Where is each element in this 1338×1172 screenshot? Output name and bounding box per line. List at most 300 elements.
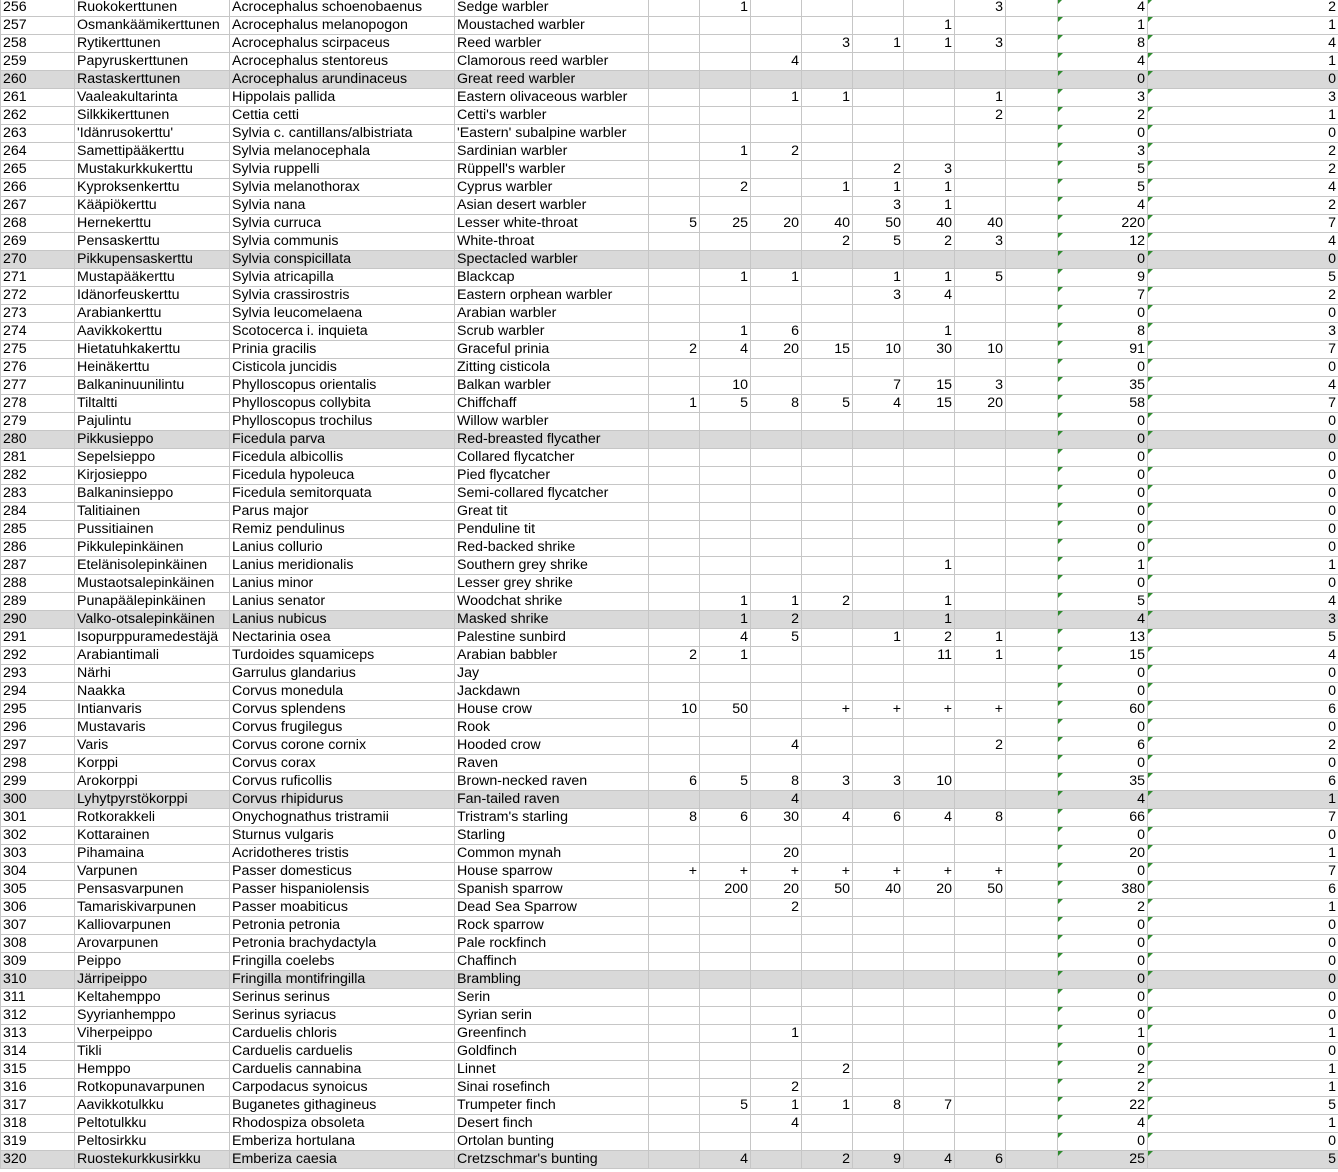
cell-day-count[interactable]: 3 [904,161,955,179]
cell-day-count[interactable]: 3 [955,233,1006,251]
cell-day-count[interactable] [700,89,751,107]
cell-day-count[interactable] [904,251,955,269]
cell-row-number[interactable]: 278 [1,395,75,413]
cell-total[interactable]: 0 [1058,521,1148,539]
cell-finnish-name[interactable]: Samettipääkerttu [75,143,230,161]
cell-day-count[interactable]: 4 [904,809,955,827]
cell-empty[interactable] [1006,521,1058,539]
cell-empty[interactable] [1006,683,1058,701]
cell-english-name[interactable]: 'Eastern' subalpine warbler [455,125,649,143]
cell-day-count[interactable] [649,53,700,71]
cell-day-count[interactable] [649,899,700,917]
cell-day-count[interactable] [955,467,1006,485]
cell-day-count[interactable] [904,899,955,917]
cell-total[interactable]: 0 [1058,989,1148,1007]
cell-days-observed[interactable]: 0 [1148,665,1338,683]
cell-day-count[interactable] [700,683,751,701]
cell-empty[interactable] [1006,161,1058,179]
cell-empty[interactable] [1006,899,1058,917]
cell-day-count[interactable] [853,1025,904,1043]
cell-day-count[interactable] [802,989,853,1007]
cell-day-count[interactable] [853,791,904,809]
cell-scientific-name[interactable]: Lanius minor [230,575,455,593]
cell-english-name[interactable]: Jay [455,665,649,683]
cell-english-name[interactable]: Serin [455,989,649,1007]
cell-scientific-name[interactable]: Onychognathus tristramii [230,809,455,827]
cell-row-number[interactable]: 266 [1,179,75,197]
cell-total[interactable]: 0 [1058,359,1148,377]
cell-day-count[interactable]: + [853,701,904,719]
cell-english-name[interactable]: Tristram's starling [455,809,649,827]
cell-total[interactable]: 91 [1058,341,1148,359]
cell-days-observed[interactable]: 0 [1148,431,1338,449]
cell-english-name[interactable]: Red-backed shrike [455,539,649,557]
cell-day-count[interactable]: + [853,863,904,881]
cell-day-count[interactable]: 1 [649,395,700,413]
cell-day-count[interactable]: 2 [802,233,853,251]
cell-days-observed[interactable]: 0 [1148,935,1338,953]
cell-day-count[interactable]: 1 [853,269,904,287]
cell-day-count[interactable] [904,665,955,683]
cell-total[interactable]: 4 [1058,53,1148,71]
cell-english-name[interactable]: Clamorous reed warbler [455,53,649,71]
cell-day-count[interactable]: 2 [751,143,802,161]
cell-scientific-name[interactable]: Phylloscopus collybita [230,395,455,413]
cell-scientific-name[interactable]: Lanius collurio [230,539,455,557]
cell-scientific-name[interactable]: Rhodospiza obsoleta [230,1115,455,1133]
cell-day-count[interactable] [649,269,700,287]
cell-days-observed[interactable]: 0 [1148,539,1338,557]
cell-day-count[interactable] [802,467,853,485]
cell-day-count[interactable] [700,665,751,683]
cell-english-name[interactable]: Brown-necked raven [455,773,649,791]
cell-empty[interactable] [1006,215,1058,233]
cell-day-count[interactable] [904,485,955,503]
cell-day-count[interactable] [649,1025,700,1043]
cell-total[interactable]: 5 [1058,161,1148,179]
cell-day-count[interactable]: 1 [904,197,955,215]
cell-row-number[interactable]: 313 [1,1025,75,1043]
cell-finnish-name[interactable]: Varis [75,737,230,755]
cell-day-count[interactable] [904,0,955,17]
cell-empty[interactable] [1006,107,1058,125]
cell-finnish-name[interactable]: Pikkulepinkäinen [75,539,230,557]
cell-english-name[interactable]: Arabian warbler [455,305,649,323]
cell-day-count[interactable] [700,449,751,467]
cell-finnish-name[interactable]: Ruokokerttunen [75,0,230,17]
cell-day-count[interactable] [853,827,904,845]
cell-day-count[interactable] [649,917,700,935]
cell-day-count[interactable] [700,17,751,35]
cell-day-count[interactable] [955,1133,1006,1151]
cell-days-observed[interactable]: 0 [1148,971,1338,989]
cell-empty[interactable] [1006,467,1058,485]
cell-empty[interactable] [1006,251,1058,269]
cell-day-count[interactable]: 3 [955,377,1006,395]
cell-days-observed[interactable]: 0 [1148,485,1338,503]
cell-day-count[interactable] [700,575,751,593]
cell-day-count[interactable] [751,827,802,845]
cell-days-observed[interactable]: 1 [1148,107,1338,125]
cell-finnish-name[interactable]: Pensasvarpunen [75,881,230,899]
cell-day-count[interactable]: 5 [751,629,802,647]
cell-day-count[interactable]: + [904,863,955,881]
cell-day-count[interactable] [853,449,904,467]
cell-row-number[interactable]: 320 [1,1151,75,1169]
cell-day-count[interactable] [700,161,751,179]
cell-day-count[interactable] [853,737,904,755]
cell-day-count[interactable] [649,971,700,989]
cell-day-count[interactable] [700,791,751,809]
cell-day-count[interactable]: 40 [904,215,955,233]
cell-days-observed[interactable]: 6 [1148,773,1338,791]
cell-day-count[interactable]: 10 [853,341,904,359]
cell-total[interactable]: 0 [1058,485,1148,503]
cell-day-count[interactable] [853,431,904,449]
cell-finnish-name[interactable]: Idänorfeuskerttu [75,287,230,305]
cell-day-count[interactable] [649,845,700,863]
cell-english-name[interactable]: House sparrow [455,863,649,881]
cell-day-count[interactable] [853,917,904,935]
cell-day-count[interactable] [853,1115,904,1133]
cell-day-count[interactable] [751,17,802,35]
cell-row-number[interactable]: 265 [1,161,75,179]
cell-finnish-name[interactable]: Arabiankerttu [75,305,230,323]
cell-english-name[interactable]: Sardinian warbler [455,143,649,161]
cell-day-count[interactable] [649,503,700,521]
cell-days-observed[interactable]: 2 [1148,143,1338,161]
cell-finnish-name[interactable]: Tamariskivarpunen [75,899,230,917]
cell-english-name[interactable]: Raven [455,755,649,773]
cell-empty[interactable] [1006,845,1058,863]
cell-day-count[interactable] [853,971,904,989]
cell-row-number[interactable]: 311 [1,989,75,1007]
cell-day-count[interactable] [649,989,700,1007]
cell-day-count[interactable] [802,53,853,71]
cell-scientific-name[interactable]: Lanius meridionalis [230,557,455,575]
cell-empty[interactable] [1006,593,1058,611]
cell-row-number[interactable]: 260 [1,71,75,89]
cell-day-count[interactable] [802,287,853,305]
cell-empty[interactable] [1006,395,1058,413]
cell-scientific-name[interactable]: Sylvia conspicillata [230,251,455,269]
cell-empty[interactable] [1006,791,1058,809]
cell-english-name[interactable]: Masked shrike [455,611,649,629]
cell-total[interactable]: 0 [1058,683,1148,701]
cell-day-count[interactable] [700,989,751,1007]
cell-scientific-name[interactable]: Acridotheres tristis [230,845,455,863]
cell-day-count[interactable] [955,971,1006,989]
cell-day-count[interactable] [853,71,904,89]
cell-scientific-name[interactable]: Acrocephalus melanopogon [230,17,455,35]
cell-day-count[interactable] [700,1007,751,1025]
cell-total[interactable]: 13 [1058,629,1148,647]
cell-day-count[interactable]: 2 [802,1061,853,1079]
cell-days-observed[interactable]: 4 [1148,179,1338,197]
cell-scientific-name[interactable]: Sylvia communis [230,233,455,251]
cell-days-observed[interactable]: 0 [1148,359,1338,377]
cell-day-count[interactable]: 2 [751,899,802,917]
cell-day-count[interactable] [904,1133,955,1151]
cell-english-name[interactable]: Rook [455,719,649,737]
cell-day-count[interactable] [802,251,853,269]
cell-day-count[interactable]: + [955,701,1006,719]
cell-scientific-name[interactable]: Corvus corone cornix [230,737,455,755]
cell-empty[interactable] [1006,1079,1058,1097]
cell-day-count[interactable] [853,1133,904,1151]
cell-day-count[interactable] [802,611,853,629]
cell-day-count[interactable]: + [700,863,751,881]
cell-empty[interactable] [1006,647,1058,665]
cell-finnish-name[interactable]: Vaaleakultarinta [75,89,230,107]
cell-days-observed[interactable]: 7 [1148,341,1338,359]
cell-day-count[interactable] [955,71,1006,89]
cell-english-name[interactable]: Moustached warbler [455,17,649,35]
cell-day-count[interactable] [700,251,751,269]
cell-day-count[interactable] [751,953,802,971]
cell-day-count[interactable] [649,449,700,467]
cell-finnish-name[interactable]: Järripeippo [75,971,230,989]
cell-days-observed[interactable]: 0 [1148,953,1338,971]
cell-row-number[interactable]: 296 [1,719,75,737]
cell-row-number[interactable]: 257 [1,17,75,35]
cell-total[interactable]: 1 [1058,557,1148,575]
cell-scientific-name[interactable]: Passer moabiticus [230,899,455,917]
cell-row-number[interactable]: 306 [1,899,75,917]
cell-scientific-name[interactable]: Corvus monedula [230,683,455,701]
cell-english-name[interactable]: Scrub warbler [455,323,649,341]
cell-days-observed[interactable]: 5 [1148,269,1338,287]
cell-english-name[interactable]: Willow warbler [455,413,649,431]
cell-scientific-name[interactable]: Ficedula semitorquata [230,485,455,503]
cell-empty[interactable] [1006,809,1058,827]
cell-day-count[interactable] [853,413,904,431]
cell-day-count[interactable] [853,251,904,269]
cell-english-name[interactable]: Jackdawn [455,683,649,701]
cell-day-count[interactable] [700,557,751,575]
cell-day-count[interactable]: 50 [853,215,904,233]
cell-days-observed[interactable]: 1 [1148,1061,1338,1079]
cell-day-count[interactable] [802,539,853,557]
cell-row-number[interactable]: 315 [1,1061,75,1079]
cell-day-count[interactable]: 2 [649,647,700,665]
cell-finnish-name[interactable]: Heinäkerttu [75,359,230,377]
cell-day-count[interactable]: 7 [904,1097,955,1115]
cell-empty[interactable] [1006,863,1058,881]
cell-day-count[interactable] [802,665,853,683]
cell-english-name[interactable]: Collared flycatcher [455,449,649,467]
cell-day-count[interactable] [802,323,853,341]
cell-total[interactable]: 0 [1058,125,1148,143]
cell-empty[interactable] [1006,827,1058,845]
cell-day-count[interactable] [649,71,700,89]
cell-day-count[interactable]: 3 [853,197,904,215]
cell-finnish-name[interactable]: Hietatuhkakerttu [75,341,230,359]
cell-finnish-name[interactable]: Varpunen [75,863,230,881]
cell-day-count[interactable] [751,971,802,989]
cell-finnish-name[interactable]: Mustakurkkukerttu [75,161,230,179]
cell-row-number[interactable]: 304 [1,863,75,881]
cell-english-name[interactable]: Spectacled warbler [455,251,649,269]
cell-day-count[interactable] [802,521,853,539]
cell-day-count[interactable] [955,1061,1006,1079]
cell-scientific-name[interactable]: Corvus ruficollis [230,773,455,791]
cell-finnish-name[interactable]: Balkaninsieppo [75,485,230,503]
cell-day-count[interactable] [751,179,802,197]
cell-day-count[interactable] [751,485,802,503]
cell-day-count[interactable] [955,665,1006,683]
cell-empty[interactable] [1006,971,1058,989]
cell-days-observed[interactable]: 2 [1148,161,1338,179]
cell-day-count[interactable] [853,521,904,539]
cell-day-count[interactable] [700,521,751,539]
cell-finnish-name[interactable]: Pikkusieppo [75,431,230,449]
cell-day-count[interactable]: 15 [904,377,955,395]
cell-day-count[interactable] [802,1115,853,1133]
cell-total[interactable]: 4 [1058,791,1148,809]
cell-day-count[interactable] [649,719,700,737]
cell-scientific-name[interactable]: Emberiza hortulana [230,1133,455,1151]
cell-day-count[interactable]: 1 [904,179,955,197]
cell-empty[interactable] [1006,359,1058,377]
cell-days-observed[interactable]: 4 [1148,647,1338,665]
cell-scientific-name[interactable]: Acrocephalus stentoreus [230,53,455,71]
cell-day-count[interactable] [955,827,1006,845]
cell-days-observed[interactable]: 3 [1148,611,1338,629]
cell-english-name[interactable]: Lesser grey shrike [455,575,649,593]
cell-day-count[interactable] [853,0,904,17]
cell-day-count[interactable] [751,1061,802,1079]
cell-days-observed[interactable]: 0 [1148,503,1338,521]
cell-day-count[interactable]: 3 [802,35,853,53]
cell-finnish-name[interactable]: Silkkikerttunen [75,107,230,125]
cell-days-observed[interactable]: 1 [1148,17,1338,35]
cell-day-count[interactable] [904,305,955,323]
cell-day-count[interactable]: 4 [700,341,751,359]
cell-day-count[interactable]: 2 [904,629,955,647]
cell-total[interactable]: 0 [1058,467,1148,485]
cell-days-observed[interactable]: 6 [1148,701,1338,719]
cell-day-count[interactable] [700,53,751,71]
cell-day-count[interactable] [751,503,802,521]
cell-day-count[interactable] [802,737,853,755]
cell-day-count[interactable]: 1 [802,1097,853,1115]
cell-total[interactable]: 4 [1058,1115,1148,1133]
cell-day-count[interactable] [802,971,853,989]
cell-days-observed[interactable]: 0 [1148,683,1338,701]
cell-day-count[interactable] [955,899,1006,917]
cell-day-count[interactable] [700,359,751,377]
cell-empty[interactable] [1006,629,1058,647]
cell-day-count[interactable]: 1 [853,179,904,197]
cell-empty[interactable] [1006,17,1058,35]
cell-total[interactable]: 0 [1058,449,1148,467]
cell-english-name[interactable]: Reed warbler [455,35,649,53]
cell-day-count[interactable] [649,287,700,305]
cell-day-count[interactable]: 2 [751,611,802,629]
cell-english-name[interactable]: Asian desert warbler [455,197,649,215]
cell-english-name[interactable]: Greenfinch [455,1025,649,1043]
cell-day-count[interactable] [853,107,904,125]
cell-scientific-name[interactable]: Acrocephalus arundinaceus [230,71,455,89]
cell-day-count[interactable] [649,467,700,485]
cell-day-count[interactable]: 6 [700,809,751,827]
cell-day-count[interactable] [751,1043,802,1061]
cell-day-count[interactable] [955,539,1006,557]
cell-day-count[interactable]: + [904,701,955,719]
cell-finnish-name[interactable]: Mustapääkerttu [75,269,230,287]
cell-english-name[interactable]: Desert finch [455,1115,649,1133]
cell-english-name[interactable]: Southern grey shrike [455,557,649,575]
cell-total[interactable]: 2 [1058,1061,1148,1079]
cell-day-count[interactable] [700,935,751,953]
cell-day-count[interactable]: 1 [751,1025,802,1043]
cell-day-count[interactable] [802,0,853,17]
cell-day-count[interactable] [649,359,700,377]
cell-day-count[interactable] [649,953,700,971]
cell-row-number[interactable]: 314 [1,1043,75,1061]
cell-day-count[interactable] [802,719,853,737]
cell-scientific-name[interactable]: Buganetes githagineus [230,1097,455,1115]
cell-total[interactable]: 1 [1058,17,1148,35]
cell-finnish-name[interactable]: Pikkupensaskerttu [75,251,230,269]
cell-day-count[interactable] [649,197,700,215]
cell-empty[interactable] [1006,125,1058,143]
cell-scientific-name[interactable]: Ficedula albicollis [230,449,455,467]
cell-day-count[interactable] [853,1007,904,1025]
cell-day-count[interactable] [904,125,955,143]
cell-day-count[interactable]: 40 [955,215,1006,233]
cell-day-count[interactable] [853,557,904,575]
cell-english-name[interactable]: Rock sparrow [455,917,649,935]
cell-days-observed[interactable]: 0 [1148,575,1338,593]
cell-day-count[interactable] [802,305,853,323]
cell-day-count[interactable] [700,917,751,935]
cell-day-count[interactable] [751,521,802,539]
cell-scientific-name[interactable]: Cettia cetti [230,107,455,125]
cell-day-count[interactable] [853,125,904,143]
cell-english-name[interactable]: Linnet [455,1061,649,1079]
cell-finnish-name[interactable]: Balkaninuunilintu [75,377,230,395]
cell-finnish-name[interactable]: Hernekerttu [75,215,230,233]
cell-total[interactable]: 0 [1058,539,1148,557]
cell-total[interactable]: 60 [1058,701,1148,719]
cell-day-count[interactable]: 20 [751,341,802,359]
cell-day-count[interactable]: 30 [904,341,955,359]
cell-finnish-name[interactable]: Mustavaris [75,719,230,737]
cell-row-number[interactable]: 308 [1,935,75,953]
cell-day-count[interactable] [853,503,904,521]
cell-row-number[interactable]: 293 [1,665,75,683]
cell-day-count[interactable]: 1 [802,89,853,107]
cell-scientific-name[interactable]: Lanius senator [230,593,455,611]
cell-english-name[interactable]: Great tit [455,503,649,521]
cell-days-observed[interactable]: 0 [1148,917,1338,935]
cell-day-count[interactable]: 1 [955,629,1006,647]
cell-total[interactable]: 0 [1058,971,1148,989]
cell-row-number[interactable]: 256 [1,0,75,17]
cell-days-observed[interactable]: 0 [1148,71,1338,89]
cell-finnish-name[interactable]: Pussitiainen [75,521,230,539]
cell-day-count[interactable]: + [955,863,1006,881]
cell-row-number[interactable]: 268 [1,215,75,233]
cell-total[interactable]: 0 [1058,719,1148,737]
cell-empty[interactable] [1006,1151,1058,1169]
cell-days-observed[interactable]: 2 [1148,737,1338,755]
cell-scientific-name[interactable]: Carduelis chloris [230,1025,455,1043]
cell-finnish-name[interactable]: Keltahemppo [75,989,230,1007]
cell-day-count[interactable]: + [802,863,853,881]
